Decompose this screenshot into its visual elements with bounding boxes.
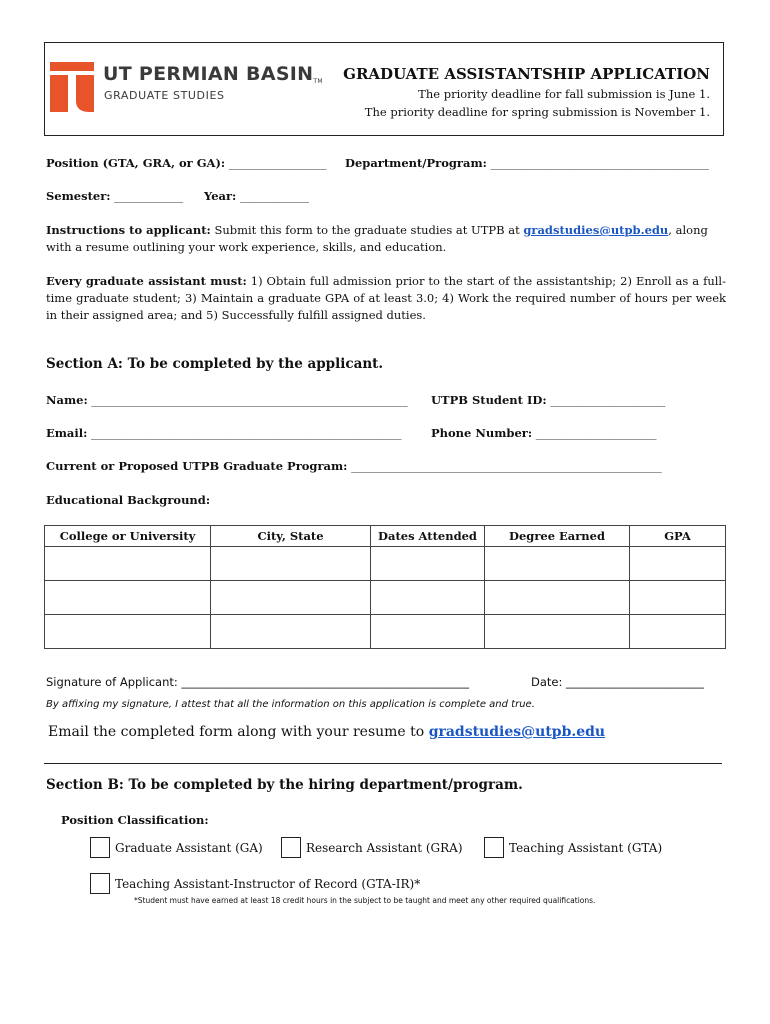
utpb-logo-mark [50,62,94,112]
instructions-text-after: , along with a resume outlining your work experience, skills, and education. [46,223,708,254]
checkbox-gta-ir[interactable] [90,873,110,894]
instructions-label: Instructions to applicant: [46,223,211,237]
table-cell[interactable] [371,547,485,581]
checkbox-gra[interactable] [281,837,301,858]
col-city-state: City, State [211,526,371,547]
phone-label: Phone Number: [431,426,533,440]
date-blank[interactable]: ________________________ [566,675,705,689]
table-cell[interactable] [211,581,371,615]
email-prompt-link[interactable]: gradstudies@utpb.edu [428,724,606,740]
table-cell[interactable] [630,615,726,649]
program-field[interactable] [46,459,662,473]
table-cell[interactable] [45,547,211,581]
signature-label: Signature of Applicant: [46,675,178,689]
signature-blank[interactable]: __________________________________________________ [181,675,469,689]
phone-field[interactable] [431,426,656,440]
table-cell[interactable] [211,615,371,649]
section-b-title: Section B: To be completed by the hiring department/program. [46,777,523,793]
date-label: Date: [531,675,563,689]
semester-blank[interactable]: ____________ [114,189,184,203]
table-row [45,581,726,615]
semester-label: Semester: [46,189,111,203]
department-blank[interactable]: ______________________________________ [490,156,710,170]
phone-blank[interactable]: _____________________ [535,426,657,440]
requirements-label: Every graduate assistant must: [46,274,247,288]
footnote: *Student must have earned at least 18 credit hours in the subject to be taught and meet any other required qualifications. [134,896,596,905]
logo-name [103,63,323,85]
position-classification-label: Position Classification: [61,813,209,827]
label-ga: Graduate Assistant (GA) [115,841,263,855]
position-blank[interactable]: _________________ [228,156,327,170]
label-gta: Teaching Assistant (GTA) [509,841,663,855]
email-label: Email: [46,426,88,440]
student-id-field[interactable] [431,393,665,407]
email-field[interactable] [46,426,402,440]
year-label: Year: [204,189,237,203]
col-college: College or University [45,526,211,547]
logo-name-text: UT PERMIAN BASIN [103,63,314,85]
table-cell[interactable] [630,547,726,581]
email-prompt-text: Email the completed form along with your resume to [48,724,425,740]
deadline-fall: The priority deadline for fall submission is June 1. [418,87,710,101]
section-divider [44,763,722,764]
form-title: GRADUATE ASSISTANTSHIP APPLICATION [343,65,710,83]
logo-tm: TM [313,78,323,85]
student-id-label: UTPB Student ID: [431,393,547,407]
department-field[interactable] [345,156,709,170]
table-cell[interactable] [485,547,630,581]
semester-field[interactable] [46,189,183,203]
attestation-text: By affixing my signature, I attest that all the information on this application is complete and true. [46,699,535,710]
label-gta-ir: Teaching Assistant-Instructor of Record (GTA-IR)* [115,877,421,891]
name-label: Name: [46,393,88,407]
table-cell[interactable] [630,581,726,615]
section-a-title: Section A: To be completed by the applicant. [46,356,384,372]
table-row [45,615,726,649]
name-field[interactable] [46,393,408,407]
instructions-paragraph [46,222,726,256]
year-field[interactable] [204,189,309,203]
label-gra: Research Assistant (GRA) [306,841,463,855]
requirements-text: 1) Obtain full admission prior to the start of the assistantship; 2) Enroll as a full-time graduate student; 3) Maintain a graduate GPA of at least 3.0; 4) Work the required number of hours per week in their assigned area; and 5) Successfully fulfill assigned duties. [46,274,726,322]
education-table-header-row [45,526,726,547]
name-blank[interactable]: _______________________________________________________ [91,393,408,407]
student-id-blank[interactable]: ____________________ [550,393,666,407]
table-cell[interactable] [485,615,630,649]
logo-subtitle: GRADUATE STUDIES [104,89,225,102]
table-row [45,547,726,581]
table-cell[interactable] [211,547,371,581]
instructions-text-before: Submit this form to the graduate studies at UTPB at [214,223,520,237]
program-blank[interactable]: ______________________________________________________ [351,459,662,473]
date-field[interactable] [531,675,704,689]
table-cell[interactable] [485,581,630,615]
col-degree-earned: Degree Earned [485,526,630,547]
email-prompt [48,724,605,740]
col-dates-attended: Dates Attended [371,526,485,547]
position-label: Position (GTA, GRA, or GA): [46,156,226,170]
table-cell[interactable] [371,581,485,615]
educational-background-label: Educational Background: [46,493,211,507]
table-cell[interactable] [45,581,211,615]
email-blank[interactable]: ______________________________________________________ [91,426,402,440]
checkbox-gta[interactable] [484,837,504,858]
instructions-email-link[interactable]: gradstudies@utpb.edu [523,223,669,237]
program-label: Current or Proposed UTPB Graduate Program: [46,459,348,473]
deadline-spring: The priority deadline for spring submission is November 1. [364,105,710,119]
year-blank[interactable]: ____________ [239,189,309,203]
education-table [44,525,726,649]
table-cell[interactable] [371,615,485,649]
requirements-paragraph [46,273,726,324]
table-cell[interactable] [45,615,211,649]
department-label: Department/Program: [345,156,487,170]
position-field[interactable] [46,156,327,170]
signature-field[interactable] [46,675,469,689]
col-gpa: GPA [630,526,726,547]
checkbox-ga[interactable] [90,837,110,858]
